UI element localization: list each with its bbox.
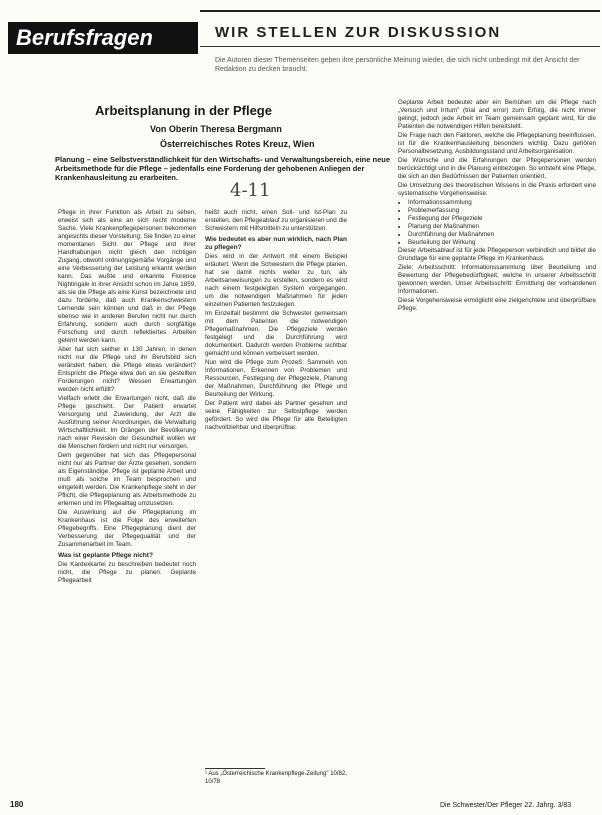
process-steps-list <box>398 199 596 247</box>
paragraph: Diese Vorgehensweise ermöglicht eine zielgerichtete und überprüfbare Pflege. <box>398 297 596 312</box>
paragraph: Im Einzelfall bestimmt die Schwester gemeinsam mit dem Patienten die notwendigen Pflegemaßnahmen. Die Pflegeziele werden festgelegt und die Durchführung wird dokumentiert. Dadurch werden Probleme sichtbar gemacht und können verbessert werden. <box>205 310 347 357</box>
footnote: ¹ Aus „Österreichische Krankenpflege-Zeitung" 10/82, 10/78 <box>205 771 347 785</box>
paragraph: heißt auch nicht, einen Soll- und Ist-Plan zu erstellen, den Pflegeablauf zu organisieren und die Schwestern mit Hilfsmitteln zu unterstützen. <box>205 209 347 232</box>
column-1 <box>58 209 196 799</box>
list-item: • Planung der Maßnahmen <box>408 223 596 231</box>
paragraph: Dies wird in der Antwort mit einem Beispiel erläutert. Wenn die Schwestern die Pflege planen, hat sie damit nichts weiter zu tun, als Arbeitsanweisungen zu erstellen, sondern es wird nach einem festgelegten System vorgegangen, um die notwendigen Maßnahmen für jeden einzelnen Patienten festzulegen. <box>205 253 347 308</box>
paragraph: Die Frage nach den Faktoren, welche die Pflegeplanung beeinflussen, ist für die Krankenhausleitung besonders wichtig. Dazu gehören Personalbesetzung, Ausbildungsstand und Arbeitsorganisation. <box>398 132 596 155</box>
top-rule <box>200 10 600 12</box>
subheading: Was ist geplante Pflege nicht? <box>58 552 154 559</box>
list-item: • Durchführung der Maßnahmen <box>408 231 596 239</box>
discussion-kicker: WIR STELLEN ZUR DISKUSSION <box>215 24 502 41</box>
paragraph: Die Auswirkung auf die Pflegeplanung im Krankenhaus ist die Folge des erweiterten Pflegebegriffs. Eine Pflegeplanung dient der Verbesserung der Pflegequalität und der Zusammenarbeit im Team. <box>58 509 196 548</box>
paragraph: Aber hat sich seither in 130 Jahren, in denen nicht nur die Pflege und ihr Berufsbild sich verändert haben, die Pflege etwas verändert? Entspricht die Pflege etwa den an sie gestellten Forderungen nicht? Wessen Erwartungen werden nicht erfüllt? <box>58 346 196 393</box>
article-lead: Planung – eine Selbstverständlichkeit für den Wirtschafts- und Verwaltungsbereich, eine neue Arbeitsmethode für die Pflege – jedenfalls eine Forderung der gehobenen Anliegen der Krankenhausleitung zu erarbeiten. <box>55 155 391 182</box>
paragraph: Vielfach erlebt die Erwartungen nicht, daß die Pflege geschieht. Der Patient erwartet Versorgung und Zuwendung, der Arzt die Ausführung seiner Anordnungen, die Verwaltung Wirtschaftlichkeit. Im Drängen der Bevölkerung nach einer Revision der Gesundheit wollen wir die Menschen fördern und nicht nur versorgen. <box>58 395 196 450</box>
paragraph: Die Umsetzung des theoretischen Wissens in die Praxis erfordert eine systematische Vorgehensweise: <box>398 182 596 197</box>
article-organization: Österreichisches Rotes Kreuz, Wien <box>160 139 315 149</box>
handwritten-note: 4-11 <box>230 180 271 201</box>
paragraph: Pflege in ihrer Funktion als Arbeit zu sehen, erweist sich als eine an sich recht moderne Sache. Viele Krankenpflegepersonen bekommen angesichts dieser Vorstellung: Sie finden zu einer momentanen Sicht der Pflege und ihrer Handhabungen nicht gleich den richtigen Zugang, obwohl ordnungsgemäße Vorgänge und eine Verbesserung der Leistung erkannt werden kann. Das wußte und erkannte Florence Nightingale in ihrer Ansicht schon im Jahre 1859, als sie die Pflege als eine Kunst bezeichnete und dazu forderte, daß auch Krankenschwestern Lernende sein können und daß in der Pflege ebenso wie in anderen Berufen nicht nur durch Erfahrung, sondern auch durch sorgfältige Forschung und durch reflektiertes Arbeiten gelernt werden kann. <box>58 209 196 344</box>
list-item: • Festlegung der Pflegeziele <box>408 215 596 223</box>
article-author: Von Oberin Theresa Bergmann <box>150 124 282 134</box>
column-3 <box>398 99 596 799</box>
footnote-rule <box>205 768 265 769</box>
paragraph: Dieser Arbeitsablauf ist für jede Pflegeperson verbindlich und bildet die Grundlage für eine geplante Pflege im Krankenhaus. <box>398 247 596 262</box>
paragraph: Geplante Arbeit bedeutet aber ein Bemühen um die Pflege nach „Versuch und Irrtum" (trial and error) zum Erfolg, die nicht immer gelingt, jedoch jede Arbeit im Team gemeinsam geplant wird, für die Patienten die notwendigen Hilfen bereitstellt. <box>398 99 596 130</box>
editorial-note: Die Autoren dieser Themenseiten geben ihre persönliche Meinung wieder, die sich nicht unbedingt mit der Ansicht der Redaktion zu decken braucht. <box>215 57 580 73</box>
subheading: Wie bedeutet es aber nun wirklich, nach Plan zu pflegen? <box>205 236 347 251</box>
paragraph: Der Patient wird dabei als Partner gesehen und seine Fähigkeiten zur Selbstpflege werden gefördert. So wird die Pflege für alle Beteiligten nachvollziehbar und überprüfbar. <box>205 400 347 431</box>
list-item: • Informationssammlung <box>408 199 596 207</box>
kicker-rule <box>200 46 600 47</box>
column-2 <box>205 209 347 769</box>
paragraph: Nun wird die Pflege zum Prozeß: Sammeln von Informationen, Erkennen von Problemen und Ressourcen, Festlegung der Pflegeziele, Planung der Maßnahmen, Durchführung der Pflege und Beurteilung der Wirkung. <box>205 359 347 398</box>
paragraph: Die Wünsche und die Erfahrungen der Pflegepersonen werden berücksichtigt und in die Planung einbezogen. So entsteht eine Pflege, die sich an den Bedürfnissen der Patienten orientiert. <box>398 157 596 180</box>
paragraph: Ziele: Arbeitsschritt: Informationssammlung über Beurteilung und Bewertung der Pflegebedürftigkeit, welche in unserer Arbeitsschritt gewonnen werden. Unser Arbeitsschritt: Ermittlung der vorhandenen Informationen. <box>398 264 596 295</box>
running-footer: Die Schwester/Der Pfleger 22. Jahrg. 3/83 <box>440 802 572 809</box>
paragraph: Die Kardexkartei zu beschreiben bedeutet noch nicht, die Pflege zu planen. Geplante Pflegearbeit <box>58 561 196 584</box>
list-item: • Problemerfassung <box>408 207 596 215</box>
article-title: Arbeitsplanung in der Pflege <box>95 103 272 118</box>
section-badge: Berufsfragen <box>8 22 198 54</box>
paragraph: Dem gegenüber hat sich das Pflegepersonal nicht nur als Partner der Ärzte gesehen, sondern als Eigenständige. Pflege ist geplante Arbeit und muß als solche im Team besprochen und eingeteilt werden. Die Krankenpflege steht in der Pflicht, die Pflegeplanung als Arbeitsmethode zu erlernen und im Pflegealltag umzusetzen. <box>58 452 196 507</box>
page-number: 180 <box>10 800 24 809</box>
list-item: • Beurteilung der Wirkung <box>408 239 596 247</box>
